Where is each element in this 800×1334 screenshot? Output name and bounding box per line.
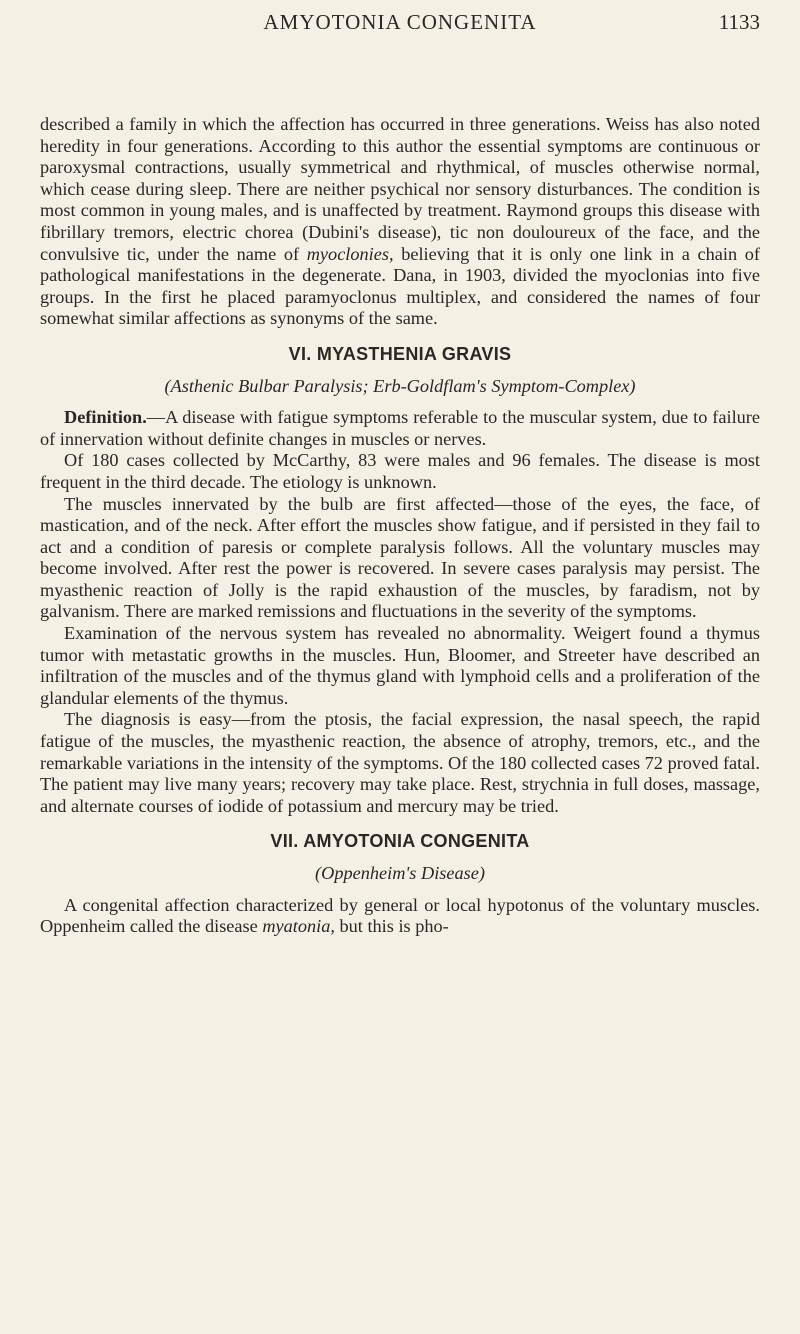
running-head <box>40 10 760 40</box>
paragraph-intro-text-b: believing that it is only one link in a chain of pathological manifestations in the degenerate. Dana, in 1903, divided the myoclonias into five groups. In the first he placed paramyoclonus multiplex, and considered the names of four somewhat similar affections as synonyms of the same. <box>40 243 760 329</box>
paragraph-amyotonia <box>40 895 760 938</box>
page-body <box>40 114 760 938</box>
definition-term: Definition. <box>64 407 147 428</box>
paragraph-cases: Of 180 cases collected by McCarthy, 83 were males and 96 females. The disease is most frequent in the third decade. The etiology is unknown. <box>40 450 760 492</box>
paragraph-amyotonia-text-b: but this is pho- <box>334 916 449 937</box>
paragraph-intro-text-a: described a family in which the affection has occurred in three generations. Weiss has also noted heredity in four generations. According to this author the essential symptoms are continuous or paroxysmal contractions, usually symmetrical and rhythmical, of muscles otherwise normal, which cease during sleep. There are neither psychical nor sensory disturbances. The condition is most common in young males, and is unaffected by treatment. Raymond groups this disease with fibrillary tremors, electric chorea (Dubini's disease), tic non douloureux of the face, and the convulsive tic, under the name of <box>40 114 760 264</box>
section-heading-amyotonia: VII. AMYOTONIA CONGENITA <box>270 831 530 852</box>
page-number: 1133 <box>718 10 760 34</box>
paragraph-intro-emphasis: myoclonies, <box>306 243 394 264</box>
paragraph-examination: Examination of the nervous system has revealed no abnormality. Weigert found a thymus tumor with metastatic growths in the muscles. Hun, Bloomer, and Streeter have described an infiltration of the muscles and of the thymus gland with lymphoid cells and a proliferation of the glandular elements of the thymus. <box>40 623 760 708</box>
paragraph-diagnosis: The diagnosis is easy—from the ptosis, the facial expression, the nasal speech, the rapid fatigue of the muscles, the myasthenic reaction, the absence of atrophy, tremors, etc., and the remarkable variations in the intensity of the symptoms. Of the 180 collected cases 72 proved fatal. The patient may live many years; recovery may take place. Rest, strychnia in full doses, massage, and alternate courses of iodide of potassium and mercury may be tried. <box>40 709 760 816</box>
section-heading-myasthenia: VI. MYASTHENIA GRAVIS <box>288 343 512 364</box>
running-title: AMYOTONIA CONGENITA <box>263 10 537 34</box>
definition-text: —A disease with fatigue symptoms referable to the muscular system, due to failure of innervation without definite changes in muscles or nerves. <box>40 407 760 449</box>
paragraph-intro <box>40 114 760 330</box>
paragraph-amyotonia-text-a: A congenital affection characterized by general or local hypotonus of the voluntary muscles. Oppenheim called the disease <box>40 894 760 937</box>
section-subheading-myasthenia: (Asthenic Bulbar Paralysis; Erb-Goldflam's Symptom-Complex) <box>164 375 636 396</box>
paragraph-definition <box>40 407 760 450</box>
paragraph-amyotonia-emphasis: myatonia, <box>262 916 335 937</box>
section-subheading-amyotonia: (Oppenheim's Disease) <box>315 863 485 883</box>
paragraph-muscles: The muscles innervated by the bulb are first affected—those of the eyes, the face, of mastication, and of the neck. After effort the muscles show fatigue, and if persisted in they fail to act and a condition of paresis or complete paralysis follows. All the voluntary muscles may become involved. After rest the power is recovered. In severe cases paralysis may persist. The myasthenic reaction of Jolly is the rapid exhaustion of the muscles, by faradism, not by galvanism. There are marked remissions and fluctuations in the severity of the symptoms. <box>40 493 760 622</box>
